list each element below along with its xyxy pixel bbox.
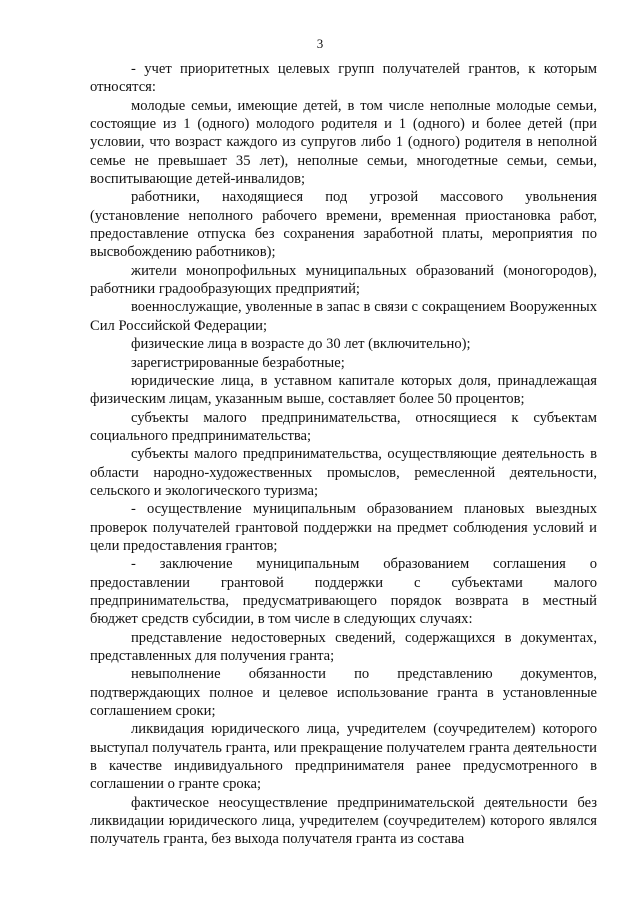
page-number: 3 xyxy=(316,36,324,51)
paragraph-no-activity: фактическое неосуществление предпринимательской деятельности без ликвидации юридического лица, учредителем (соучредителем) которого являлся получатель гранта, без выхода получателя гранта из состава xyxy=(90,794,597,848)
paragraph-liquidation: ликвидация юридического лица, учредителем (соучредителем) которого выступал получатель гранта, или прекращение получателем гранта деятельности в качестве индивидуального предпринимателя ранее предусмотренного в соглашении о гранте срока; xyxy=(90,721,597,793)
paragraph-crafts-tourism: субъекты малого предпринимательства, осуществляющие деятельность в области народно-художественных промыслов, ремесленной деятельности, сельского и экологического туризма; xyxy=(90,446,597,499)
document-body xyxy=(90,60,597,849)
paragraph-registered-unemployed: зарегистрированные безработные; xyxy=(131,354,345,371)
paragraph-young-families: молодые семьи, имеющие детей, в том числе неполные молодые семьи, состоящие из 1 (одного) молодого родителя и 1 (одного) и более детей (при условии, что возраст каждого из супругов либо 1 (одного) родителя в неполной семье не превышает 35 лет), неполные семьи, многодетные семьи, семьи, воспитывающие детей-инвалидов; xyxy=(90,97,597,188)
paragraph-military-reserve: военнослужащие, уволенные в запас в связи с сокращением Вооруженных Сил Российской Федерации; xyxy=(90,299,597,334)
paragraph-legal-entities: юридические лица, в уставном капитале которых доля, принадлежащая физическим лицам, указанным выше, составляет более 50 процентов; xyxy=(90,372,597,408)
paragraph-inspections: - осуществление муниципальным образованием плановых выездных проверок получателей грантовой поддержки на предмет соблюдения условий и цели предоставления грантов; xyxy=(90,501,597,554)
paragraph-monotown-residents: жители монопрофильных муниципальных образований (моногородов), работники градообразующих предприятий; xyxy=(90,262,597,298)
paragraph-workers-at-risk: работники, находящиеся под угрозой массового увольнения (установление неполного рабочего времени, временная приостановка работ, предоставление отпуска без сохранения заработной платы, мероприятия по высвобождению работников); xyxy=(90,189,597,261)
paragraph-target-groups-intro: - учет приоритетных целевых групп получателей грантов, к которым относятся: xyxy=(90,61,597,96)
paragraph-failure-to-report: невыполнение обязанности по представлению документов, подтверждающих полное и целевое использование гранта в установленные соглашением сроки; xyxy=(90,666,597,720)
paragraph-false-information: представление недостоверных сведений, содержащихся в документах, представленных для получения гранта; xyxy=(90,629,597,664)
paragraph-agreement: - заключение муниципальным образованием соглашения о предоставлении грантовой поддержки с субъектами малого предпринимательства, предусматривающего порядок возврата в местный бюджет средств субсидии, в том числе в следующих случаях: xyxy=(90,556,597,628)
paragraph-young-individuals: физические лица в возрасте до 30 лет (включительно); xyxy=(131,336,471,353)
paragraph-social-entrepreneurs: субъекты малого предпринимательства, относящиеся к субъектам социального предпринимательства; xyxy=(90,409,597,444)
